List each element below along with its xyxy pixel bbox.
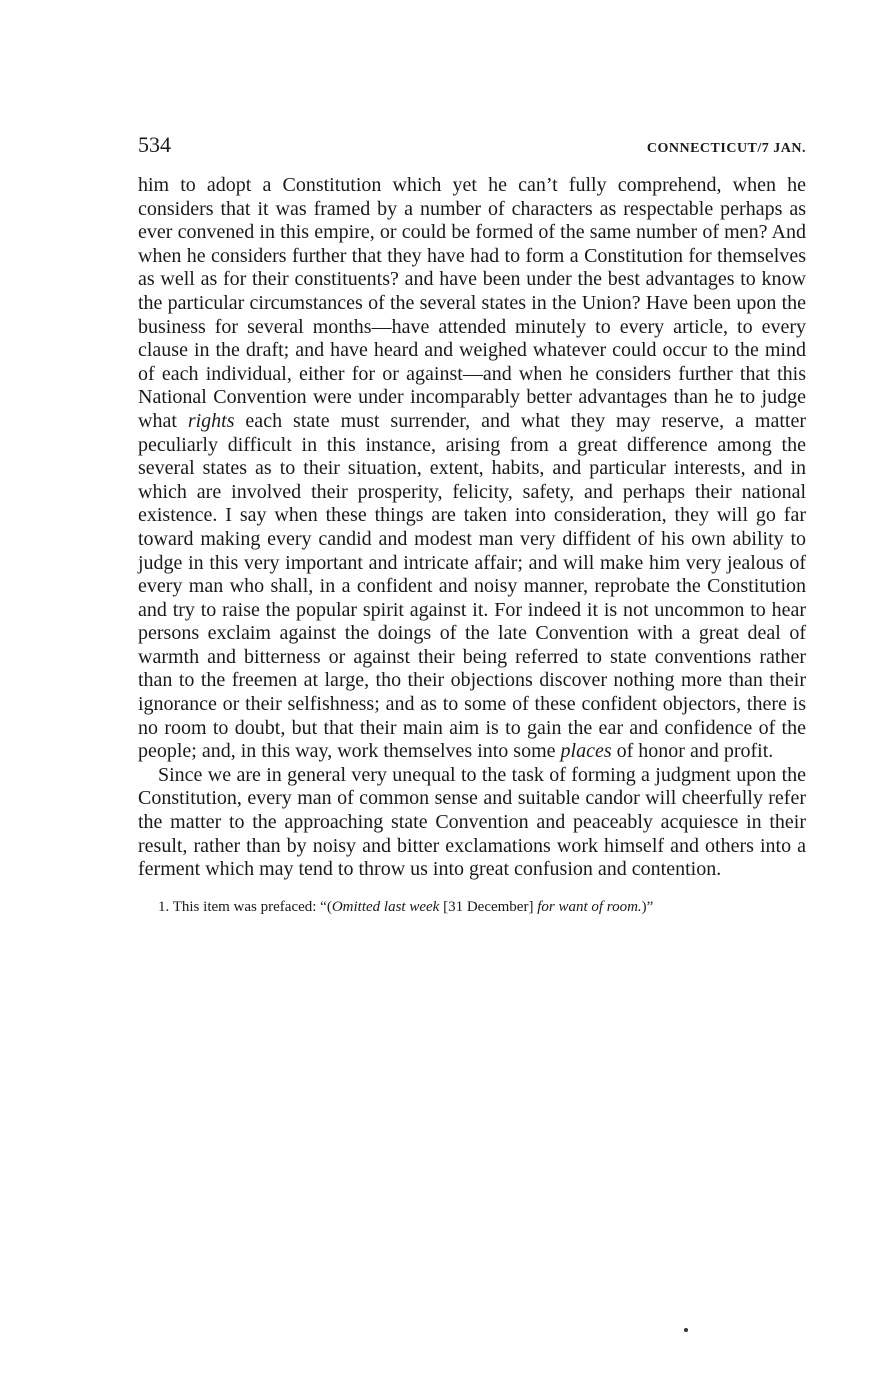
footnote-text: ” (646, 898, 654, 915)
footnote-italic: for want of room. (537, 898, 642, 915)
footnote-text: ( (326, 898, 332, 915)
italic-text: places (560, 740, 612, 763)
page-number: 534 (138, 132, 171, 157)
footnote (138, 898, 806, 917)
document-page (138, 132, 806, 917)
footnote-italic: Omitted last week (331, 898, 440, 915)
paragraph-text: of honor and profit. (611, 740, 774, 763)
footnote-text: [31 December] (439, 898, 538, 915)
running-head (138, 132, 806, 158)
running-head-title: CONNECTICUT/7 JAN. (646, 141, 806, 156)
paragraph-text: each state must surrender, and what they may reserve, a matter peculiarly difficult in this instance, arising from a great difference among the several states as to their situation, extent, habits, and particular interests, and in which are involved their prosperity, felicity, safety, and perhaps their national existence. I say when these things are taken into consideration, they will go far toward making every candid and modest man very diffident of his own ability to judge in this very important and intricate affair; and will make him very jealous of every man who shall, in a confident and noisy manner, reprobate the Constitution and try to raise the popular spirit against it. For indeed it is not uncommon to hear persons exclaim against the doings of the late Convention with a great deal of warmth and bitterness or against their being referred to state conventions rather than to the freemen at large, tho their objections discover nothing more than their ignorance or their selfishness; and as to some of these confident objectors, there is no room to doubt, but that their main aim is to gain the ear and confidence of the people; and, in this way, work themselves into some (138, 409, 806, 763)
footnote-text: This item was prefaced: “ (169, 898, 327, 915)
italic-text: rights (187, 409, 235, 432)
footnote-number: 1. (158, 898, 170, 915)
paragraph-text: him to adopt a Constitution which yet he can’t fully comprehend, when he considers that it was framed by a number of characters as respectable perhaps as ever convened in this empire, or could be formed of the same number of men? And when he considers further that they have had to form a Constitution for themselves as well as for their constituents? and have been under the best advantages to know the particular circumstances of the several states in the Union? Have been upon the business for several months—have attended minutely to every article, to every clause in the draft; and have heard and weighed whatever could occur to the mind of each individual, either for or against—and when he considers further that this National Convention were under incomparably better advantages than he to judge what (138, 174, 806, 432)
body-text (138, 174, 806, 882)
stray-ink-mark (684, 1328, 688, 1332)
footnote-text: ) (641, 898, 647, 915)
paragraph (138, 174, 806, 764)
paragraph: Since we are in general very unequal to the task of forming a judgment upon the Constitution, every man of common sense and suitable candor will cheerfully refer the matter to the approaching state Convention and peaceably acquiesce in their result, rather than by noisy and bitter exclamations work himself and others into a ferment which may tend to throw us into great confusion and contention. (138, 763, 806, 881)
